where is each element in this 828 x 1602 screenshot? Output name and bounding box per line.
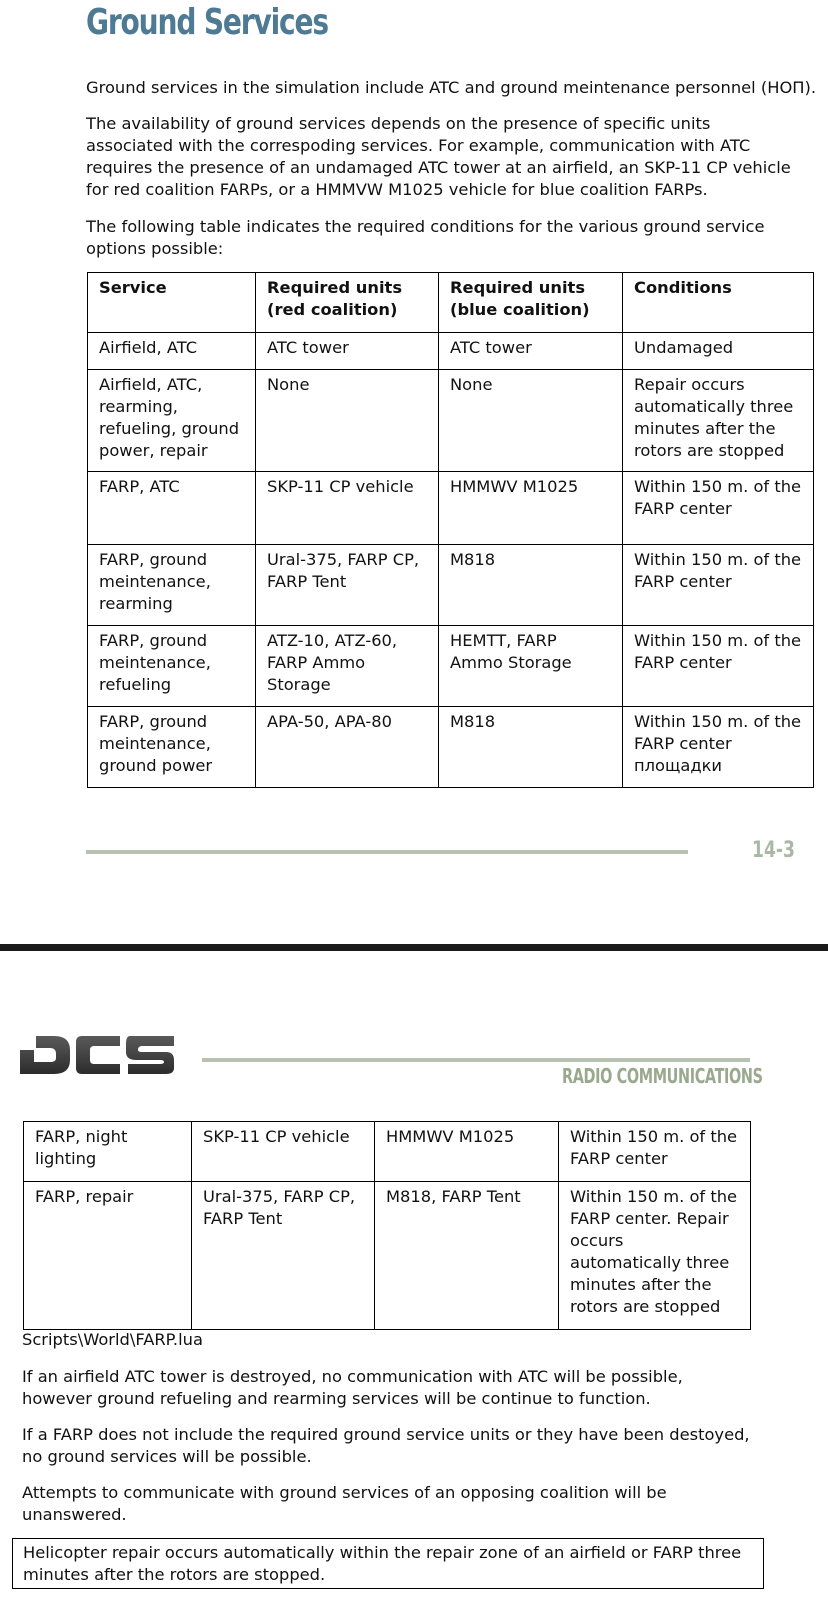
conditions-cell: Repair occurs automatically three minutes after the rotors are stopped [623,370,814,472]
ground-services-table [87,272,814,788]
file-path: Scripts\World\FARP.lua [22,1330,203,1349]
blue-units-cell: HEMTT, FARP Ammo Storage [439,626,623,707]
dcs-logo [20,1032,180,1094]
red-units-cell: ATC tower [256,333,439,370]
red-units-cell: SKP-11 CP vehicle [256,472,439,545]
service-cell: FARP, ATC [88,472,256,545]
blue-units-cell: None [439,370,623,472]
intro-paragraph: Ground services in the simulation include ATC and ground meintenance personnel (НОП). [86,78,817,97]
dcs-logo-mark [20,1032,180,1090]
blue-units-cell: M818, FARP Tent [375,1182,559,1330]
opposing-coalition-paragraph: Attempts to communicate with ground services of an opposing coalition will be unanswered. [22,1483,667,1524]
service-cell: FARP, night lighting [24,1122,192,1182]
service-cell: FARP, ground meintenance, refueling [88,626,256,707]
red-units-cell: APA-50, APA-80 [256,707,439,788]
blue-units-cell: HMMWV M1025 [439,472,623,545]
conditions-cell: Within 150 m. of the FARP center [623,472,814,545]
header-blue-units: Required units (blue coalition) [439,273,623,333]
table-row [88,370,814,472]
conditions-cell: Within 150 m. of the FARP center [623,626,814,707]
header-rule [202,1058,750,1062]
blue-units-cell: ATC tower [439,333,623,370]
atc-destroyed-paragraph: If an airfield ATC tower is destroyed, no communication with ATC will be possible, however ground refueling and rearming services will be continue to function. [22,1367,683,1408]
service-cell: Airfield, ATC [88,333,256,370]
blue-units-cell: M818 [439,545,623,626]
repair-note-box: Helicopter repair occurs automatically within the repair zone of an airfield or FARP three minutes after the rotors are stopped. [12,1538,764,1589]
ground-services-table-continued [23,1121,751,1330]
table-row [88,707,814,788]
conditions-cell: Within 150 m. of the FARP center. Repair occurs automatically three minutes after the rotors are stopped [559,1182,751,1330]
red-units-cell: Ural-375, FARP CP, FARP Tent [256,545,439,626]
page-number: 14-3 [752,838,795,863]
table-row [88,333,814,370]
farp-units-paragraph: If a FARP does not include the required ground service units or they have been destoyed, no ground services will be possible. [22,1425,750,1466]
page-title: Ground Services [86,2,328,43]
service-cell: FARP, ground meintenance, rearming [88,545,256,626]
header-conditions: Conditions [623,273,814,333]
header-service: Service [88,273,256,333]
availability-paragraph: The availability of ground services depends on the presence of specific units associated with the correspoding services. For example, communication with ATC requires the presence of an undamaged ATC tower at an airfield, an SKP-11 CP vehicle for red coalition FARPs, or a HMMVW M1025 vehicle for blue coalition FARPs. [86,114,791,199]
blue-units-cell: HMMWV M1025 [375,1122,559,1182]
table-row [24,1122,751,1182]
conditions-cell: Within 150 m. of the FARP center площадки [623,707,814,788]
table-row [24,1182,751,1330]
section-header: RADIO COMMUNICATIONS [562,1064,763,1088]
red-units-cell: SKP-11 CP vehicle [192,1122,375,1182]
red-units-cell: None [256,370,439,472]
service-cell: Airfield, ATC, rearming, refueling, ground power, repair [88,370,256,472]
red-units-cell: ATZ-10, ATZ-60, FARP Ammo Storage [256,626,439,707]
table-row [88,472,814,545]
table-row [88,545,814,626]
header-red-units: Required units (red coalition) [256,273,439,333]
page-separator [0,944,828,951]
conditions-cell: Within 150 m. of the FARP center [559,1122,751,1182]
footer-rule [86,850,688,854]
service-cell: FARP, ground meintenance, ground power [88,707,256,788]
blue-units-cell: M818 [439,707,623,788]
conditions-cell: Undamaged [623,333,814,370]
red-units-cell: Ural-375, FARP CP, FARP Tent [192,1182,375,1330]
table-intro-paragraph: The following table indicates the required conditions for the various ground service options possible: [86,217,765,258]
table-row [88,626,814,707]
service-cell: FARP, repair [24,1182,192,1330]
conditions-cell: Within 150 m. of the FARP center [623,545,814,626]
table-header-row [88,273,814,333]
